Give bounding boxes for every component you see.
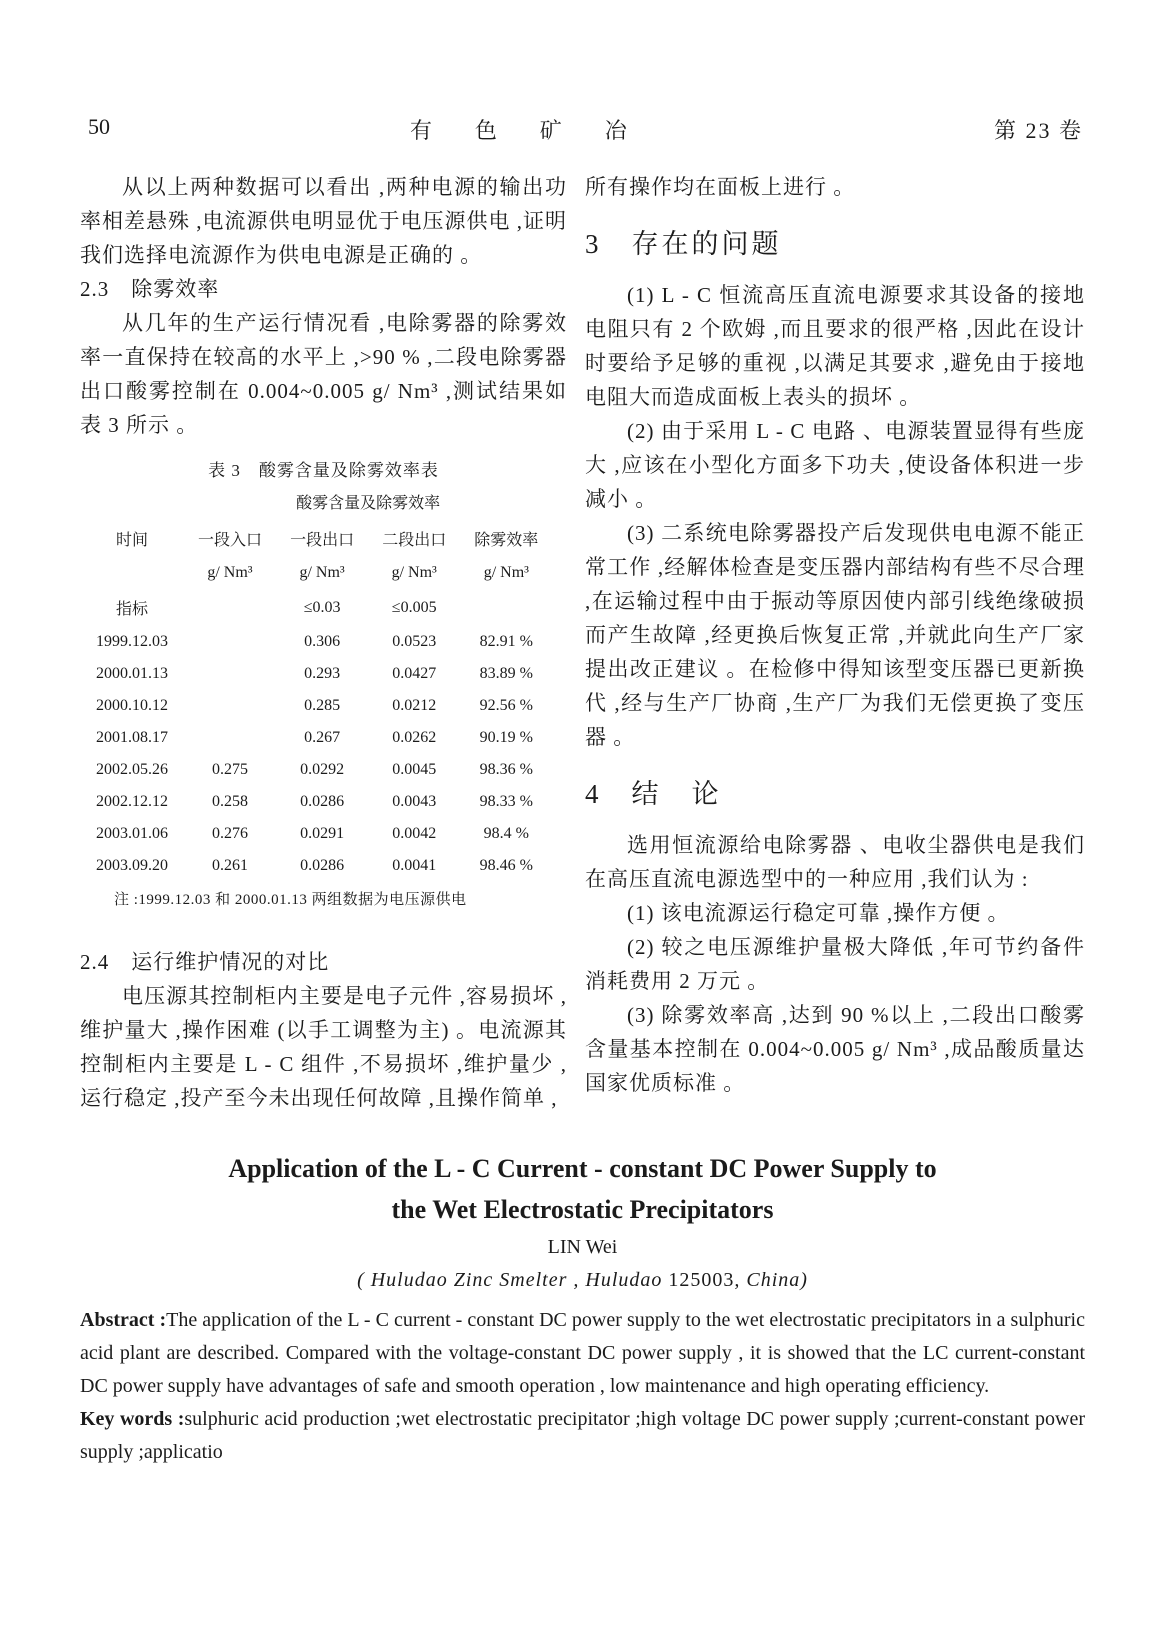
- english-author: LIN Wei: [547, 1236, 618, 1258]
- journal-title: 有 色 矿 冶: [410, 118, 646, 143]
- english-abstract-section: [80, 1148, 1085, 1469]
- english-title-line-1: Application of the L - C Current - constant DC Power Supply to: [228, 1154, 937, 1183]
- english-title-line-2: the Wet Electrostatic Precipitators: [391, 1195, 774, 1224]
- running-head: [80, 112, 1085, 146]
- heading-section-3: 3 存在的问题: [585, 229, 782, 259]
- table-cell: 0.285: [304, 697, 341, 714]
- conclusion-item-3: (3) 除雾效率高 ,达到 90 %以上 ,二段出口酸雾含量基本控制在 0.004~0.005 g/ Nm³ ,成品酸质量达国家优质标准 。: [585, 1003, 1085, 1095]
- table-cell: 0.0427: [392, 665, 437, 682]
- affiliation-name: ( Huludao Zinc Smelter , Huludao: [357, 1269, 669, 1291]
- table-cell: 83.89 %: [479, 665, 533, 682]
- problem-item-1: (1) L - C 恒流高压直流电源要求其设备的接地电阻只有 2 个欧姆 ,而且要求的很严格 ,因此在设计时要给予足够的重视 ,以满足其要求 ,避免由于接地电阻大而造成面板上表头的损坏 。: [585, 283, 1085, 409]
- table-cell: 0.293: [304, 665, 341, 682]
- problem-item-3: (3) 二系统电除雾器投产后发现供电电源不能正常工作 ,经解体检查是变压器内部结构有些不尽合理 ,在运输过程中由于振动等原因使内部引线绝缘破损而产生故障 ,经更换后恢复正常 ,并就此向生产厂家提出改正建议 。在检修中得知该型变压器已更新换代 ,经与生产厂协商 ,生产厂为我们无偿更换了变压器 。: [585, 521, 1085, 749]
- page-number: 50: [88, 114, 110, 139]
- table-cell: 2003.09.20: [95, 857, 168, 874]
- table-cell: 0.261: [211, 857, 248, 874]
- column-header: 一段出口: [290, 532, 355, 549]
- table-cell: 2000.10.12: [95, 697, 168, 714]
- table-cell: 98.33 %: [479, 793, 533, 810]
- right-column: [585, 170, 1085, 1115]
- table-cell: 1999.12.03: [95, 633, 168, 650]
- table-cell: [184, 690, 276, 722]
- table-cell: 98.4 %: [483, 825, 529, 842]
- heading-2-3: 2.3 除雾效率: [80, 277, 220, 301]
- abstract-label: Abstract :: [80, 1309, 167, 1331]
- table-cell: 0.0286: [300, 857, 345, 874]
- heading-2-4: 2.4 运行维护情况的对比: [80, 950, 330, 974]
- table-cell: 98.46 %: [479, 857, 533, 874]
- column-header: 二段出口: [382, 532, 447, 549]
- table-cell: 0.0291: [300, 825, 345, 842]
- body-columns: [80, 170, 1085, 1115]
- table-row: [80, 818, 552, 850]
- table-cell: [460, 589, 552, 626]
- table-cell: g/ Nm³: [299, 564, 345, 581]
- table-units-row: [80, 557, 552, 589]
- conclusion-intro: 选用恒流源给电除雾器 、电收尘器供电是我们在高压直流电源选型中的一种应用 ,我们认为 :: [585, 833, 1085, 891]
- column-header: 时间: [115, 532, 148, 549]
- table-row: [80, 786, 552, 818]
- problem-item-2: (2) 由于采用 L - C 电路 、电源装置显得有些庞大 ,应该在小型化方面多下功夫 ,使设备体积进一步减小 。: [585, 419, 1085, 511]
- table-cell: 0.0523: [392, 633, 437, 650]
- table-cell: g/ Nm³: [207, 564, 253, 581]
- table-row: [80, 722, 552, 754]
- table-cell: 0.0286: [300, 793, 345, 810]
- table-cell: [184, 589, 276, 626]
- table-cell: 0.0262: [392, 729, 437, 746]
- table-cell: g/ Nm³: [483, 564, 529, 581]
- paragraph-maintenance-comparison: 电压源其控制柜内主要是电子元件 ,容易损坏 ,维护量大 ,操作困难 (以手工调整为主) 。电流源其控制柜内主要是 L - C 组件 ,不易损坏 ,维护量少 ,运行稳定 ,投产至今未出现任何故障 ,且操作简单 ,: [80, 984, 567, 1110]
- table-cell: 2003.01.06: [95, 825, 168, 842]
- table-row: [80, 754, 552, 786]
- left-column: [80, 170, 567, 1115]
- table-row: [80, 626, 552, 658]
- table-cell: [80, 557, 184, 589]
- keywords-label: Key words :: [80, 1408, 185, 1430]
- paragraph-continuation: 所有操作均在面板上进行 。: [585, 175, 856, 199]
- table-row: [80, 690, 552, 722]
- table-cell: 90.19 %: [479, 729, 533, 746]
- table-note: 注 :1999.12.03 和 2000.01.13 两组数据为电压源供电: [114, 892, 467, 908]
- table-cell: 0.267: [304, 729, 341, 746]
- english-affiliation: [80, 1269, 1085, 1292]
- abstract-text: The application of the L - C current - constant DC power supply to the wet electrostatic precipitators in a sulphuric acid plant are described. Compared with the voltage-constant DC power supply , it is showed that the LC current-constant DC power supply have advantages of safe and smooth operation , low maintenance and high operating efficiency.: [80, 1309, 1085, 1397]
- table-cell: 2000.01.13: [95, 665, 168, 682]
- table-cell: 0.276: [211, 825, 248, 842]
- table-cell: 0.275: [211, 761, 248, 778]
- affiliation-postcode: 125003: [668, 1269, 735, 1291]
- column-header: 一段入口: [197, 532, 262, 549]
- heading-section-4: 4 结 论: [585, 779, 722, 809]
- table-cell: 0.0041: [392, 857, 437, 874]
- table-row: [80, 589, 552, 626]
- table-cell: 2002.12.12: [95, 793, 168, 810]
- table-row: [80, 658, 552, 690]
- table-cell: 0.0292: [300, 761, 345, 778]
- conclusion-item-2: (2) 较之电压源维护量极大降低 ,年可节约备件消耗费用 2 万元 。: [585, 935, 1085, 993]
- paragraph-power-comparison: 从以上两种数据可以看出 ,两种电源的输出功率相差悬殊 ,电流源供电明显优于电压源供电 ,证明我们选择电流源作为供电电源是正确的 。: [80, 175, 567, 267]
- table-cell: 0.0045: [392, 761, 437, 778]
- affiliation-country: , China): [734, 1269, 808, 1291]
- volume-label: 第 23 卷: [993, 118, 1083, 143]
- table-cell: [184, 722, 276, 754]
- keywords-paragraph: [80, 1403, 1085, 1469]
- table-cell: 0.258: [211, 793, 248, 810]
- table-cell: 92.56 %: [479, 697, 533, 714]
- table-cell: 0.306: [304, 633, 341, 650]
- table-cell: 0.0043: [392, 793, 437, 810]
- table-caption: 表 3 酸雾含量及除雾效率表: [208, 461, 439, 480]
- table-row: [80, 850, 552, 882]
- keywords-text: sulphuric acid production ;wet electrostatic precipitator ;high voltage DC power supply ;current-constant power supply ;applicatio: [80, 1408, 1085, 1463]
- table-cell: ≤0.03: [303, 598, 341, 616]
- acid-mist-table: [80, 483, 552, 882]
- table-cell: 82.91 %: [479, 633, 533, 650]
- table-cell: 98.36 %: [479, 761, 533, 778]
- table-header-row: [80, 520, 552, 557]
- table-cell: g/ Nm³: [391, 564, 437, 581]
- paragraph-demisting-efficiency: 从几年的生产运行情况看 ,电除雾器的除雾效率一直保持在较高的水平上 ,>90 % ,二段电除雾器出口酸雾控制在 0.004~0.005 g/ Nm³ ,测试结果如表 3 所示 。: [80, 311, 567, 437]
- abstract-paragraph: [80, 1304, 1085, 1403]
- table-cell: 2002.05.26: [95, 761, 168, 778]
- table-spanner: 酸雾含量及除雾效率: [296, 495, 441, 512]
- column-header: 除雾效率: [474, 532, 539, 549]
- table-cell: ≤0.005: [391, 598, 437, 616]
- table-cell: [184, 626, 276, 658]
- table-cell: [80, 483, 184, 520]
- table-cell: 0.0042: [392, 825, 437, 842]
- table-cell: 0.0212: [392, 697, 437, 714]
- table-cell: [184, 658, 276, 690]
- table-spanner-row: [80, 483, 552, 520]
- table-cell: 2001.08.17: [95, 729, 168, 746]
- conclusion-item-1: (1) 该电流源运行稳定可靠 ,操作方便 。: [627, 901, 1010, 925]
- table-cell: 指标: [115, 601, 148, 618]
